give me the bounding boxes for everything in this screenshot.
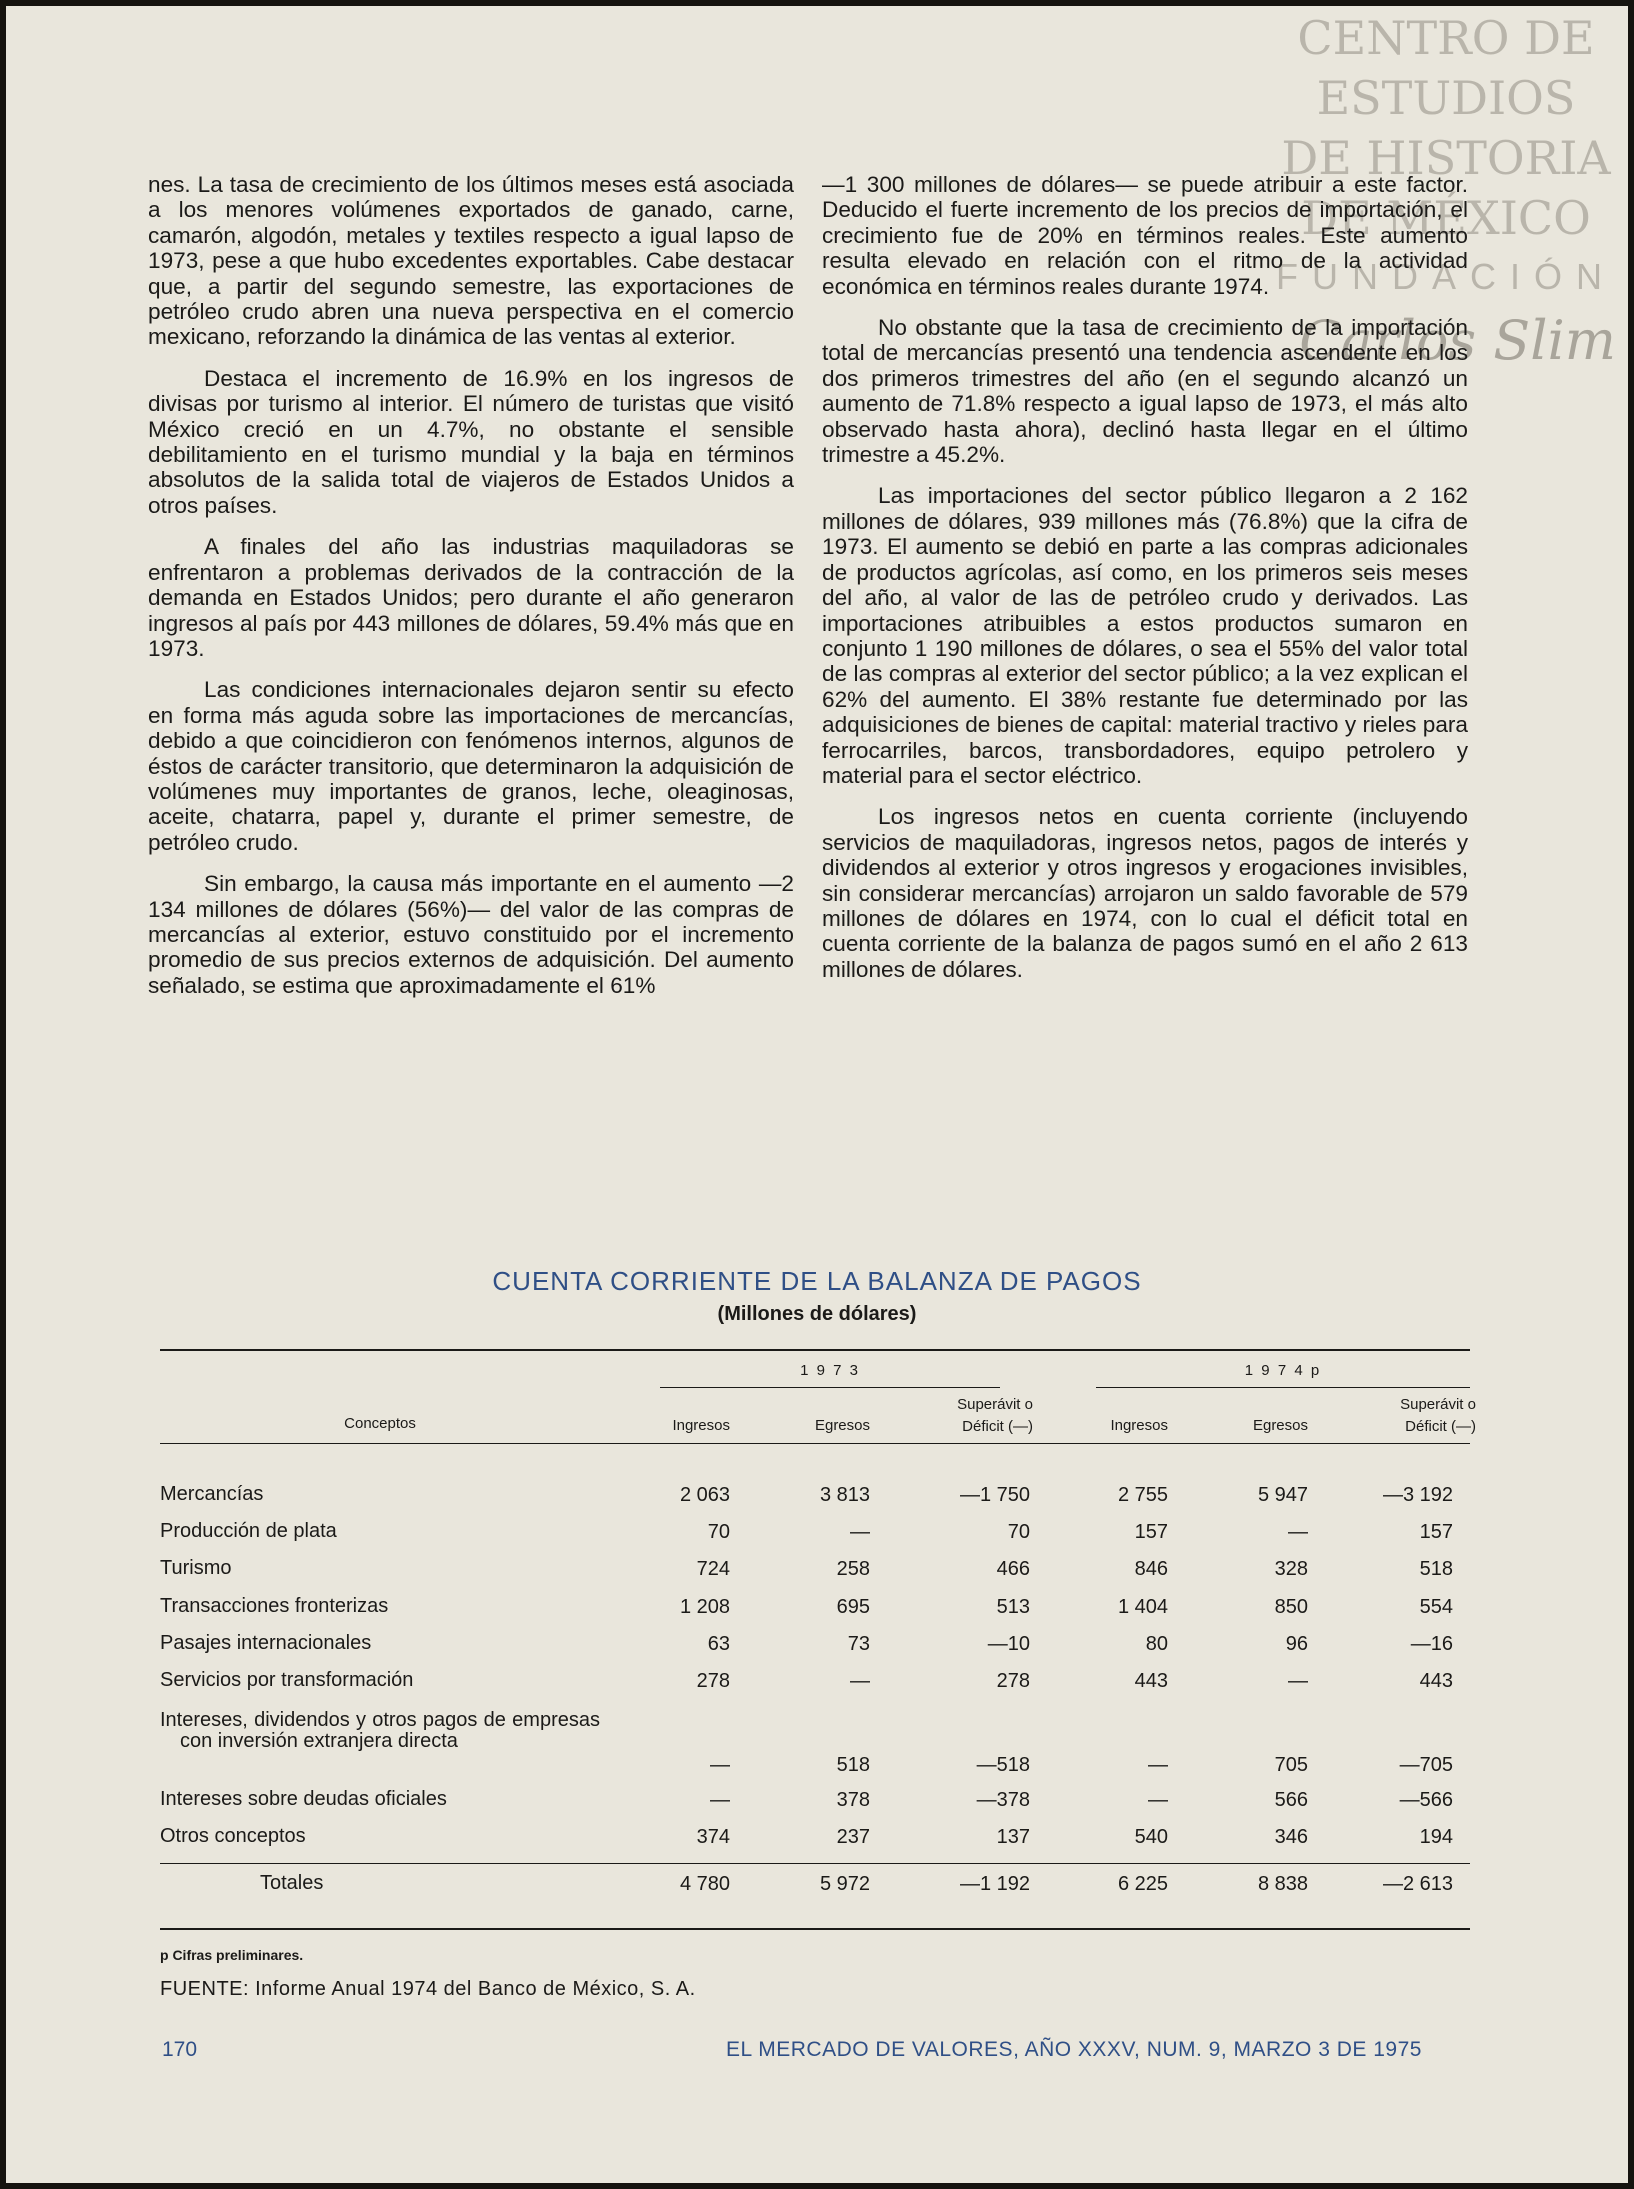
row-label: Intereses, dividendos y otros pagos de empresas con inversión extranjera directa bbox=[160, 1709, 600, 1752]
table-cell: 695 bbox=[836, 1596, 870, 1618]
table-row bbox=[160, 1670, 1460, 1698]
row-label: Otros conceptos bbox=[160, 1825, 306, 1847]
totals-rule bbox=[160, 1863, 1470, 1864]
table-cell: 80 bbox=[1145, 1633, 1168, 1655]
table-cell: — bbox=[710, 1754, 730, 1776]
table-cell: 157 bbox=[1419, 1521, 1453, 1543]
table-cell: 63 bbox=[707, 1633, 730, 1655]
table-cell: 518 bbox=[836, 1754, 870, 1776]
page-number: 170 bbox=[162, 2038, 198, 2061]
table-cell: 137 bbox=[996, 1826, 1030, 1848]
ingresos-1974-header: Ingresos bbox=[1110, 1417, 1168, 1434]
table-cell: 2 755 bbox=[1117, 1484, 1168, 1506]
year-1973-rule bbox=[660, 1387, 1000, 1388]
row-label: Turismo bbox=[160, 1557, 232, 1579]
table-row bbox=[160, 1709, 1460, 1776]
year-1974-header: 1 9 7 4 p bbox=[1244, 1362, 1322, 1379]
watermark-signature: Carlos Slim bbox=[1299, 309, 1616, 372]
row-label: Mercancías bbox=[160, 1483, 264, 1505]
paragraph: Las importaciones del sector público llegaron a 2 162 millones de dólares, 939 millones más (76.8%) que la cifra de 1973. El aumento se debió en parte a las compras adicionales de productos agrícolas, así como, en los primeros seis meses del año, al valor de las de petróleo crudo y derivados. Las importaciones atribuibles a estos productos sumaron en conjunto 1 190 millones de dólares, o sea el 55% del valor total de las compras al exterior del sector público; a la vez explican el 62% del aumento. El 38% restante fue determinado por las adquisiciones de bienes de capital: material tractivo y rieles para ferrocarriles, barcos, transbordadores, equipo petrolero y material para el sector eléctrico. bbox=[822, 483, 1468, 788]
table-cell: 194 bbox=[1419, 1826, 1453, 1848]
paragraph: Los ingresos netos en cuenta corriente (incluyendo servicios de maquiladoras, ingresos netos, pagos de interés y dividendos al exterior y otros ingresos y erogaciones invisibles, sin considerar mercancías) arrojaron un saldo favorable de 579 millones de dólares en 1974, con lo cual el déficit total en cuenta corriente de la balanza de pagos sumó en el año 2 613 millones de dólares. bbox=[822, 804, 1468, 982]
table-cell: 258 bbox=[836, 1558, 870, 1580]
table-row bbox=[160, 1484, 1460, 1512]
saldo-1973-header-2: Déficit (—) bbox=[962, 1418, 1033, 1435]
table-cell: — bbox=[1288, 1670, 1308, 1692]
concepts-header: Conceptos bbox=[344, 1415, 416, 1432]
year-1973-header: 1 9 7 3 bbox=[800, 1362, 860, 1379]
table-cell: 566 bbox=[1274, 1789, 1308, 1811]
left-text-column bbox=[148, 172, 794, 1014]
watermark-line: CENTRO DE bbox=[1297, 11, 1595, 65]
table-cell: —10 bbox=[987, 1633, 1030, 1655]
watermark-line: DE HISTORIA bbox=[1281, 131, 1611, 185]
table-cell: — bbox=[1288, 1521, 1308, 1543]
egresos-1973-header: Egresos bbox=[814, 1417, 870, 1434]
table-cell: 850 bbox=[1274, 1596, 1308, 1618]
table-row bbox=[160, 1596, 1460, 1624]
ingresos-1973-header: Ingresos bbox=[672, 1417, 730, 1434]
row-label: Pasajes internacionales bbox=[160, 1632, 372, 1654]
table-footnote: p Cifras preliminares. bbox=[160, 1947, 304, 1963]
table-row bbox=[160, 1521, 1460, 1549]
table-cell: 443 bbox=[1134, 1670, 1168, 1692]
table-cell: 278 bbox=[696, 1670, 730, 1692]
table-source: FUENTE: Informe Anual 1974 del Banco de México, S. A. bbox=[160, 1978, 696, 2000]
paragraph: No obstante que la tasa de crecimiento de la importación total de mercancías presentó una tendencia ascendente en los dos primeros trimestres del año (en el segundo alcanzó un aumento de 71.8% respecto a igual lapso de 1973, el más alto observado hasta ahora), declinó hasta llegar en el último trimestre a 45.2%. bbox=[822, 315, 1468, 468]
table-cell: 846 bbox=[1134, 1558, 1168, 1580]
table-cell: 518 bbox=[1419, 1558, 1453, 1580]
table-cell: 96 bbox=[1285, 1633, 1308, 1655]
table-cell: 5 947 bbox=[1257, 1484, 1308, 1506]
table-cell: 70 bbox=[707, 1521, 730, 1543]
table-cell: — bbox=[850, 1670, 870, 1692]
watermark-fundacion: FUNDACIÓN bbox=[1276, 256, 1616, 297]
table-cell: —3 192 bbox=[1382, 1484, 1453, 1506]
table-cell: —2 613 bbox=[1382, 1873, 1453, 1895]
table-cell: 724 bbox=[696, 1558, 730, 1580]
table-cell: 70 bbox=[1007, 1521, 1030, 1543]
row-label: Servicios por transformación bbox=[160, 1669, 414, 1691]
table-cell: — bbox=[1148, 1789, 1168, 1811]
table-cell: 374 bbox=[696, 1826, 730, 1848]
table-cell: 554 bbox=[1419, 1596, 1453, 1618]
table-cell: 3 813 bbox=[819, 1484, 870, 1506]
paragraph: Las condiciones internacionales dejaron sentir su efecto en forma más aguda sobre las importaciones de mercancías, debido a que coincidieron con fenómenos internos, algunos de éstos de carácter transitorio, que determinaron la adquisición de volúmenes muy importantes de granos, leche, oleaginosas, aceite, chatarra, papel y, durante el primer semestre, de petróleo crudo. bbox=[148, 677, 794, 855]
paragraph: nes. La tasa de crecimiento de los últimos meses está asociada a los menores volúmenes exportados de ganado, carne, camarón, algodón, metales y textiles respecto a igual lapso de 1973, pese a que hubo excedentes exportables. Cabe destacar que, a partir del segundo semestre, las exportaciones de petróleo crudo abren una nueva perspectiva en el comercio mexicano, reforzando la dinámica de las ventas al exterior. bbox=[148, 172, 794, 350]
table-cell: — bbox=[710, 1789, 730, 1811]
row-label: Transacciones fronterizas bbox=[160, 1595, 389, 1617]
paragraph: A finales del año las industrias maquiladoras se enfrentaron a problemas derivados de la contracción de la demanda en Estados Unidos; pero durante el año generaron ingresos al país por 443 millones de dólares, 59.4% más que en 1973. bbox=[148, 534, 794, 661]
paragraph: Sin embargo, la causa más importante en el aumento —2 134 millones de dólares (56%)— del valor de las compras de mercancías al exterior, estuvo constituido por el incremento promedio de sus precios externos de adquisición. Del aumento señalado, se estima que aproximadamente el 61% bbox=[148, 871, 794, 998]
table-cell: 2 063 bbox=[679, 1484, 730, 1506]
table-row bbox=[160, 1633, 1460, 1661]
table-title: CUENTA CORRIENTE DE LA BALANZA DE PAGOS bbox=[492, 1266, 1142, 1296]
table-cell: — bbox=[850, 1521, 870, 1543]
row-label: Producción de plata bbox=[160, 1520, 337, 1542]
totals-row bbox=[160, 1873, 1460, 1901]
table-cell: —1 192 bbox=[959, 1873, 1030, 1895]
watermark-line: DE MÉXICO bbox=[1301, 191, 1591, 245]
table-cell: 278 bbox=[996, 1670, 1030, 1692]
table-row bbox=[160, 1826, 1460, 1854]
table-subtitle: (Millones de dólares) bbox=[717, 1303, 917, 1325]
table-cell: — bbox=[1148, 1754, 1168, 1776]
saldo-1973-header-1: Superávit o bbox=[957, 1396, 1033, 1413]
table-row bbox=[160, 1558, 1460, 1586]
right-text-column bbox=[822, 172, 1468, 998]
table-cell: 8 838 bbox=[1257, 1873, 1308, 1895]
watermark-line: ESTUDIOS bbox=[1316, 71, 1576, 125]
paragraph: —1 300 millones de dólares— se puede atribuir a este factor. Deducido el fuerte incremento de los precios de importación, el crecimiento fue de 20% en términos reales. Este aumento resulta elevado en relación con el ritmo de la actividad económica en términos reales durante 1974. bbox=[822, 172, 1468, 299]
publication-footer: EL MERCADO DE VALORES, AÑO XXXV, NUM. 9, MARZO 3 DE 1975 bbox=[726, 2038, 1422, 2061]
table-cell: 6 225 bbox=[1117, 1873, 1168, 1895]
table-cell: 346 bbox=[1274, 1826, 1308, 1848]
table-cell: 328 bbox=[1274, 1558, 1308, 1580]
table-cell: 466 bbox=[996, 1558, 1030, 1580]
totals-label: Totales bbox=[260, 1872, 324, 1894]
table-cell: —705 bbox=[1399, 1754, 1453, 1776]
header-bottom-rule bbox=[160, 1443, 1470, 1444]
egresos-1974-header: Egresos bbox=[1252, 1417, 1308, 1434]
table-cell: 705 bbox=[1274, 1754, 1308, 1776]
table-top-rule bbox=[160, 1349, 1470, 1351]
saldo-1974-header-2: Déficit (—) bbox=[1405, 1418, 1476, 1435]
table-cell: 513 bbox=[996, 1596, 1030, 1618]
table-cell: —518 bbox=[976, 1754, 1030, 1776]
table-row bbox=[160, 1789, 1460, 1817]
table-cell: —1 750 bbox=[959, 1484, 1030, 1506]
table-cell: 540 bbox=[1134, 1826, 1168, 1848]
table-cell: —16 bbox=[1410, 1633, 1453, 1655]
table-cell: —566 bbox=[1399, 1789, 1453, 1811]
table-cell: 1 208 bbox=[679, 1596, 730, 1618]
year-1974-rule bbox=[1096, 1387, 1470, 1388]
table-cell: 4 780 bbox=[679, 1873, 730, 1895]
table-cell: 73 bbox=[847, 1633, 870, 1655]
table-cell: 237 bbox=[836, 1826, 870, 1848]
row-label: Intereses sobre deudas oficiales bbox=[160, 1788, 447, 1810]
table-cell: 378 bbox=[836, 1789, 870, 1811]
table-cell: 1 404 bbox=[1117, 1596, 1168, 1618]
saldo-1974-header-1: Superávit o bbox=[1400, 1396, 1476, 1413]
paragraph: Destaca el incremento de 16.9% en los ingresos de divisas por turismo al interior. El número de turistas que visitó México creció en un 4.7%, no obstante el sensible debilitamiento en el turismo mundial y la baja en términos absolutos de la salida total de viajeros de Estados Unidos a otros países. bbox=[148, 365, 794, 518]
table-cell: 157 bbox=[1134, 1521, 1168, 1543]
table-bottom-rule bbox=[160, 1928, 1470, 1930]
table-cell: —378 bbox=[976, 1789, 1030, 1811]
table-cell: 443 bbox=[1419, 1670, 1453, 1692]
table-cell: 5 972 bbox=[819, 1873, 870, 1895]
